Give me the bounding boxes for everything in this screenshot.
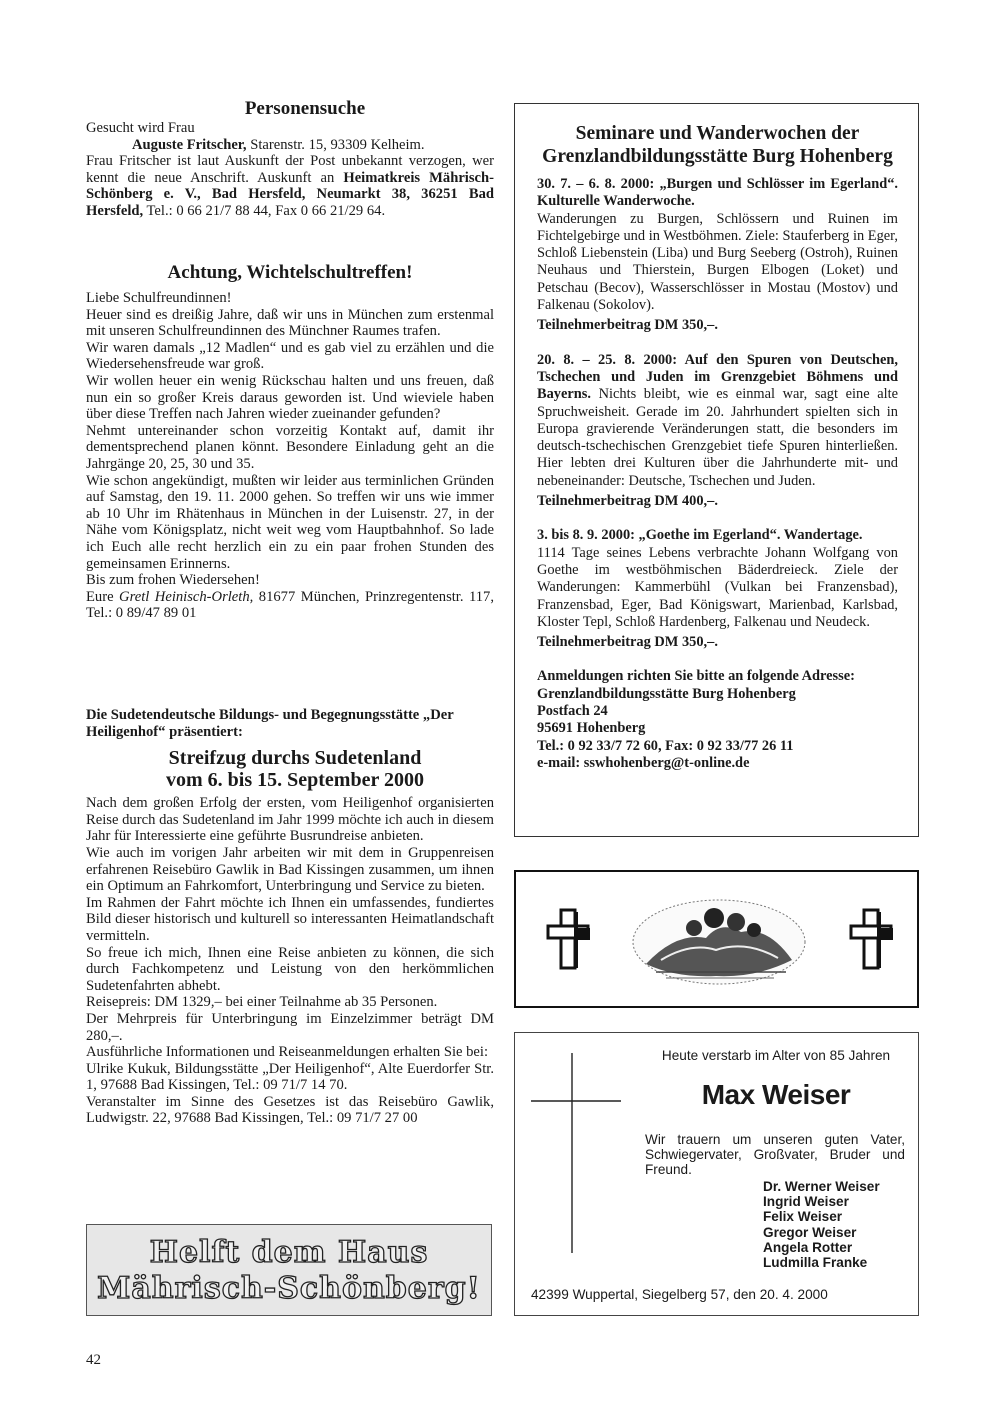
event-1-head: 30. 7. – 6. 8. 2000: „Burgen und Schlösser im Egerland“. Kulturelle Wanderwoche.: [537, 176, 898, 210]
obituary-name: Max Weiser: [701, 1079, 851, 1110]
seminare-title-1: Seminare und Wanderwochen der: [575, 123, 860, 144]
registration-address: Anmeldungen richten Sie bitte an folgende Adresse: Grenzlandbildungsstätte Burg Hohenberg Postfach 24 95691 Hohenberg Tel.: 0 92 33/7 72 60, Fax: 0 92 33/77 26 11 e-mail: sswhohenberg@t-online.de: [537, 668, 898, 772]
mourner: Angela Rotter: [763, 1239, 853, 1255]
event-1-fee: Teilnehmerbeitrag DM 350,–.: [537, 317, 718, 334]
cross-icon-right: [851, 910, 893, 968]
contact-address: Heimatkreis Mährisch-Schönberg e. V., Bad Hersfeld, Neumarkt 38, 36251 Bad Hersfeld,: [86, 169, 494, 219]
personensuche-text: Frau Fritscher ist laut Auskunft der Post unbekannt verzogen, wer kennt die neue Anschrift. Auskunft an Heimatkreis Mährisch-Schönberg e. V., Bad Hersfeld, Neumarkt 38, 36251 Bad Hersfeld, Tel.: 0 66 21/7 88 44, Fax 0 66 21/29 64.: [86, 153, 494, 219]
heiligenhof-section: Die Sudetendeutsche Bildungs- und Begegnungsstätte „Der Heiligenhof“ präsentiert: Streifzug durchs Sudetenland vom 6. bis 15. September 2000 Nach dem großen Erfolg der ersten, vom Heiligenhof organisierten Reise durch das Sudetenland im Jahr 1999 möchte ich auch in diesem Jahr für Interessierte eine geführte Busrundreise anbieten. Wie auch im vorigen Jahr arbeiten wir mit dem in Gruppenreisen erfahrenen Reisebüro Gawlik in Bad Kissingen zusammen, um ihnen ein Optimum an Fahrkomfort, Unterbringung und Service zu bieten. Im Rahmen der Fahrt möchte ich Ihnen ein umfassendes, fundiertes Bild dieser historisch und kulturell so interessanten Heimatlandschaft vermitteln. So freue ich mich, Ihnen eine Reise anbieten zu können, die sich durch Fachkompetenz und Leistung von den herkömmlichen Sudetenfahrten abhebt. Reisepreis: DM 1329,– bei einer Teilnahme ab 35 Personen. Der Mehrpreis für Unterbringung im Einzelzimmer beträgt DM 280,–. Ausführliche Informationen und Reiseanmeldungen erhalten Sie bei: Ulrike Kukuk, Bildungsstätte „Der Heiligenhof“, Alte Euerdorfer Str. 1, 97688 Bad Kissingen, Tel.: 09 71/7 14 70. Veranstalter im Sinne des Gesetzes ist das Reisebüro Gawlik, Ludwigstr. 22, 97688 Bad Kissingen, Tel.: 09 71/7 27 00: [86, 707, 494, 1127]
help-banner: [86, 1224, 492, 1316]
memorial-illustration: [516, 872, 917, 1006]
mourners-list: [763, 1179, 880, 1270]
wichtel-section: Achtung, Wichtelschultreffen! Liebe Schulfreundinnen! Heuer sind es dreißig Jahre, daß wir uns in München zum erstenmal mit unseren Schulfreundinnen des Münchner Raumes trafen. Wir waren damals „12 Madlen“ und es gab viel zu erzählen und die Wiedersehensfreude war groß. Wir wollen heuer ein wenig Rückschau halten und uns freuen, daß nun ein so großer Kreis daraus geworden ist. Und wieviele haben über diese Treffen nach Jahren wieder zueinander gefunden? Nehmt untereinander schon vorzeitig Kontakt auf, damit ihr dementsprechend planen könnt. Besondere Einladung geht an die Jahrgänge 20, 25, 30 und 35. Wie schon angekündigt, mußten wir leider aus terminlichen Gründen auf Samstag, den 19. 11. 2000 gehen. So treffen wir uns wie immer ab 10 Uhr im Rhätenhaus in München in der Luisenstr. 27, in der Nähe vom Königsplatz, nicht weit weg vom Hauptbahnhof. So lade ich Euch alle recht herzlich ein zu ein paar frohen Stunden des gemeinsamen Erinnerns. Bis zum frohen Wiedersehen! Eure Gretl Heinisch-Orleth, 81677 München, Prinzregentenstr. 117, Tel.: 0 89/47 89 01: [86, 262, 494, 622]
personensuche-intro: Gesucht wird Frau: [86, 120, 195, 136]
memorial-illustration-box: [514, 870, 919, 1008]
mourner: Felix Weiser: [763, 1209, 843, 1225]
wichtel-title: Achtung, Wichtelschultreffen!: [167, 262, 413, 283]
heiligenhof-title-1: Streifzug durchs Sudetenland: [168, 747, 422, 770]
event-3-head: 3. bis 8. 9. 2000: „Goethe im Egerland“. Wandertage.: [537, 527, 863, 544]
obituary-cross-icon: [525, 1053, 635, 1253]
personensuche-section: Personensuche Gesucht wird Frau Auguste Fritscher, Starenstr. 15, 93309 Kelheim. Frau Fritscher ist laut Auskunft der Post unbekannt verzogen, wer kennt die neue Anschrift. Auskunft an Heimatkreis Mährisch-Schönberg e. V., Bad Hersfeld, Neumarkt 38, 36251 Bad Hersfeld, Tel.: 0 66 21/7 88 44, Fax 0 66 21/29 64.: [86, 98, 494, 219]
mourner: Ingrid Weiser: [763, 1194, 849, 1210]
obituary-intro: Heute verstarb im Alter von 85 Jahren: [661, 1048, 891, 1063]
help-banner-line-2: Mährisch-Schönberg!: [97, 1271, 481, 1306]
seminare-box: Seminare und Wanderwochen der Grenzlandbildungsstätte Burg Hohenberg 30. 7. – 6. 8. 2000: „Burgen und Schlösser im Egerland“. Kulturelle Wanderwoche. Wanderungen zu Burgen, Schlössern und Ruinen im Fichtelgebirge und in Westböhmen. Ziele: Stauferberg in Eger, Schloß Liebenstein (Liba) und Burg Seeberg (Ostroh), Ruinen Neuhaus und Thierstein, Burgen Elbogen (Loket) und Petschau (Becov), Wasserschlösser in Mostau (Mostov) und Falkenau (Sokolov). Teilnehmerbeitrag DM 350,–. 20. 8. – 25. 8. 2000: Auf den Spuren von Deutschen, Tschechen und Juden im Grenzgebiet Böhmens und Bayerns. Nichts bleibt, wie es einmal war, sagt eine alte Spruchweisheit. Gerade im 20. Jahrhundert spielten sich in Europa gravierende Veränderungen statt, die besonders im deutsch-tschechischen Grenzgebiet tiefe Spuren hinterließen. Hier lebten drei Kulturen über die Jahrhunderte mit- und nebeneinander: Deutsche, Tschechen und Juden. Teilnehmerbeitrag DM 400,–. 3. bis 8. 9. 2000: „Goethe im Egerland“. Wandertage. 1114 Tage seines Lebens verbrachte Johann Wolfgang von Goethe im westböhmischen Bäderdreieck. Ziele der Wanderungen: Kammerbühl (Vulkan bei Franzensbad), Franzensbad, Eger, Bad Königswart, Marienbad, Karlsbad, Kloster Tepl, Schloß Hardenberg, Falkenau und Neudeck. Teilnehmerbeitrag DM 350,–. Anmeldungen richten Sie bitte an folgende Adresse: Grenzlandbildungsstätte Burg Hohenberg Postfach 24 95691 Hohenberg Tel.: 0 92 33/7 72 60, Fax: 0 92 33/77 26 11 e-mail: sswhohenberg@t-online.de: [514, 103, 919, 837]
event-2: 20. 8. – 25. 8. 2000: Auf den Spuren von Deutschen, Tschechen und Juden im Grenzgebiet Böhmens und Bayerns. Nichts bleibt, wie es einmal war, sagt eine alte Spruchweisheit. Gerade im 20. Jahrhundert spielten sich in Europa gravierende Veränderungen statt, die besonders im deutsch-tschechischen Grenzgebiet tiefe Spuren hinterließen. Hier lebten drei Kulturen über die Jahrhunderte mit- und nebeneinander: Deutsche, Tschechen und Juden.: [537, 351, 898, 489]
cross-icon-left: [548, 910, 590, 968]
obituary-footer: 42399 Wuppertal, Siegelberg 57, den 20. 4. 2000: [531, 1287, 828, 1302]
wichtel-signature: Eure Gretl Heinisch-Orleth, 81677 München, Prinzregentenstr. 117, Tel.: 0 89/47 89 01: [86, 588, 494, 622]
landscape-engraving-icon: [633, 900, 805, 984]
heiligenhof-intro: Die Sudetendeutsche Bildungs- und Begegnungsstätte „Der Heiligenhof“ präsentiert:: [86, 707, 454, 740]
obituary-text: Wir trauern um unseren guten Vater, Schwiegervater, Großvater, Bruder und Freund.: [645, 1132, 905, 1178]
mourner: Ludmilla Franke: [763, 1255, 868, 1271]
mourner: Gregor Weiser: [763, 1224, 857, 1240]
person-name: Auguste Fritscher,: [132, 136, 247, 153]
email-address: e-mail: sswhohenberg@t-online.de: [537, 754, 750, 771]
help-banner-line-1: Helft dem Haus: [149, 1235, 429, 1270]
heiligenhof-title-2: vom 6. bis 15. September 2000: [166, 769, 424, 792]
personensuche-title: Personensuche: [244, 98, 366, 119]
event-3-fee: Teilnehmerbeitrag DM 350,–.: [537, 634, 718, 651]
page-number: 42: [86, 1352, 101, 1368]
seminare-title-2: Grenzlandbildungsstätte Burg Hohenberg: [542, 146, 893, 167]
event-2-fee: Teilnehmerbeitrag DM 400,–.: [537, 493, 718, 510]
obituary-box: [514, 1032, 919, 1316]
mourner: Dr. Werner Weiser: [763, 1179, 880, 1194]
